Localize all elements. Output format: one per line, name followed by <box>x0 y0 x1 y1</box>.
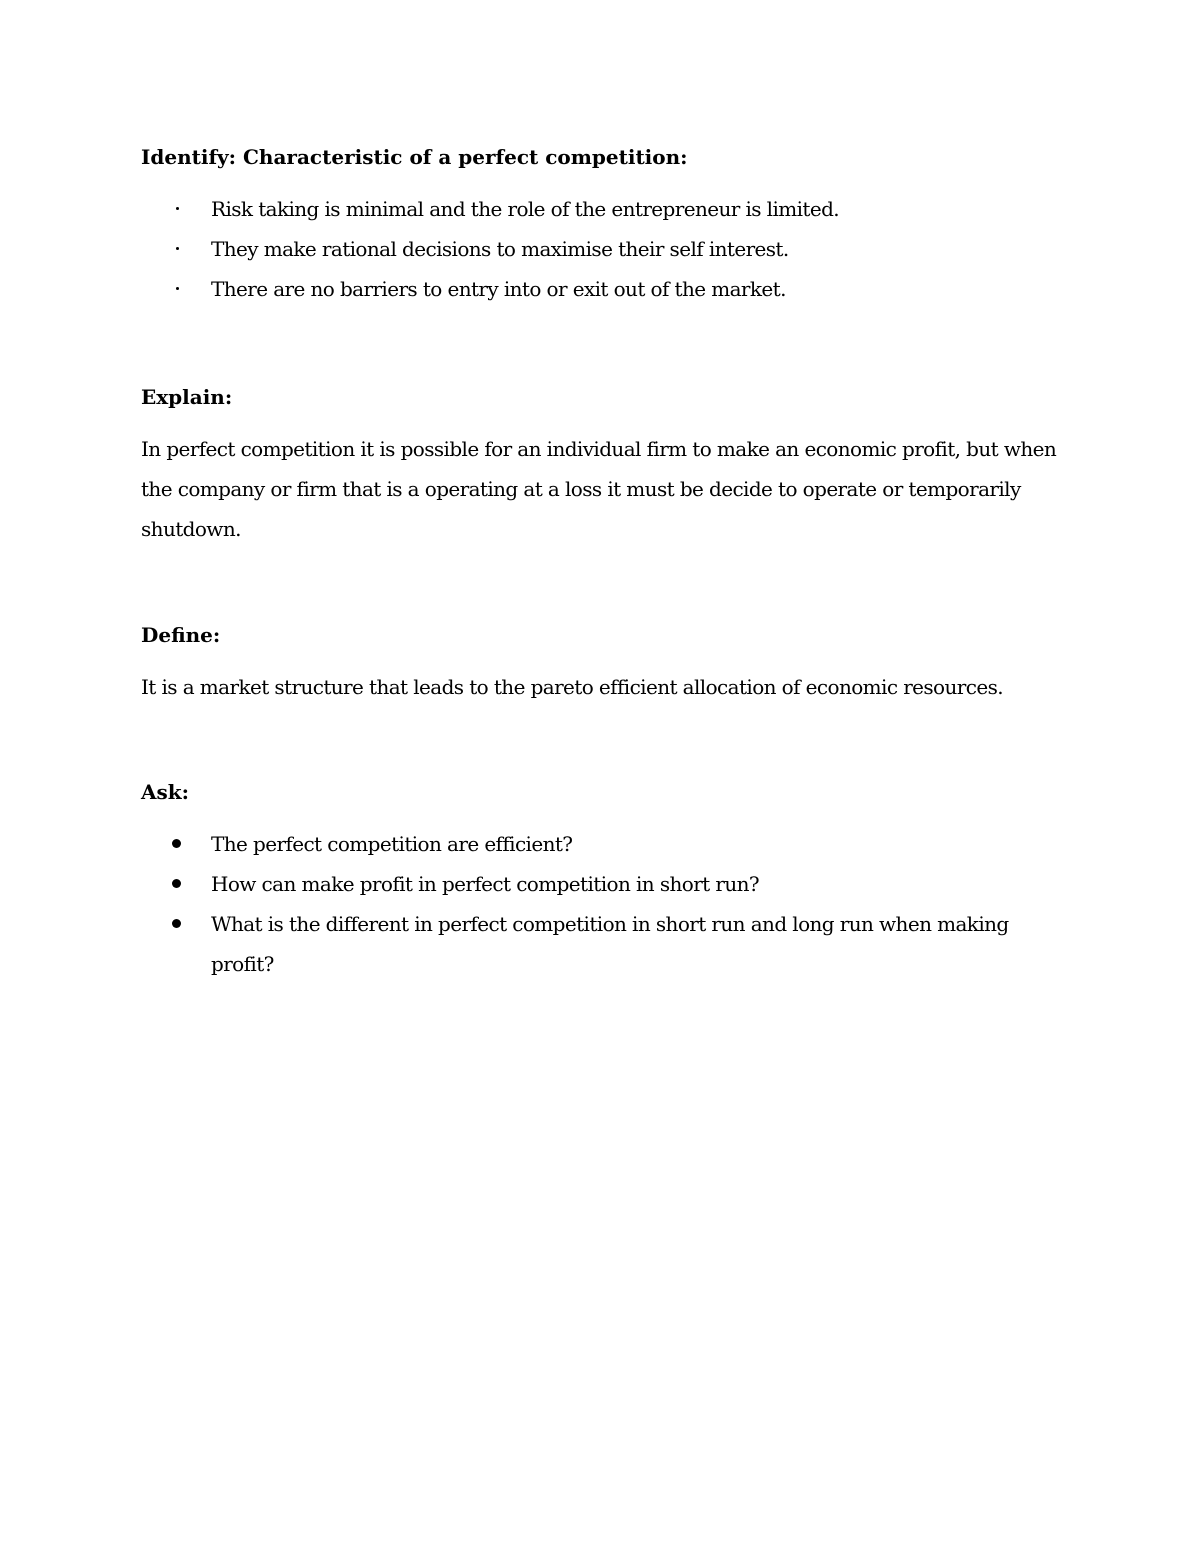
list-item-text: There are no barriers to entry into or exit out of the market. <box>211 277 786 301</box>
identify-list <box>141 189 1061 309</box>
list-item <box>141 189 1061 229</box>
identify-heading: Identify: Characteristic of a perfect competition: <box>141 145 688 169</box>
explain-line: the company or firm that is a operating at a loss it must be decide to operate or temporarily <box>141 477 1021 501</box>
list-item-continuation: profit? <box>211 952 274 976</box>
bullet-dot-icon <box>172 879 181 888</box>
list-item-text: What is the different in perfect competition in short run and long run when making <box>211 912 1009 936</box>
explain-line: shutdown. <box>141 517 241 541</box>
list-item <box>141 229 1061 269</box>
define-paragraph: It is a market structure that leads to the pareto efficient allocation of economic resources. <box>141 675 1003 699</box>
list-item-text: Risk taking is minimal and the role of the entrepreneur is limited. <box>211 197 840 221</box>
list-item <box>141 904 1061 984</box>
bullet-dot-icon <box>176 207 179 210</box>
list-item-text: How can make profit in perfect competition in short run? <box>211 872 760 896</box>
list-item <box>141 824 1061 864</box>
explain-heading: Explain: <box>141 385 233 409</box>
define-heading: Define: <box>141 623 221 647</box>
bullet-dot-icon <box>176 287 179 290</box>
bullet-dot-icon <box>176 247 179 250</box>
ask-list <box>141 824 1061 984</box>
explain-line: In perfect competition it is possible for an individual firm to make an economic profit, but when <box>141 437 1057 461</box>
bullet-dot-icon <box>172 839 181 848</box>
list-item <box>141 269 1061 309</box>
list-item-text: They make rational decisions to maximise their self interest. <box>211 237 789 261</box>
list-item-text: The perfect competition are efficient? <box>211 832 573 856</box>
bullet-dot-icon <box>172 919 181 928</box>
list-item <box>141 864 1061 904</box>
explain-paragraph <box>141 429 1061 549</box>
ask-heading: Ask: <box>141 780 190 804</box>
